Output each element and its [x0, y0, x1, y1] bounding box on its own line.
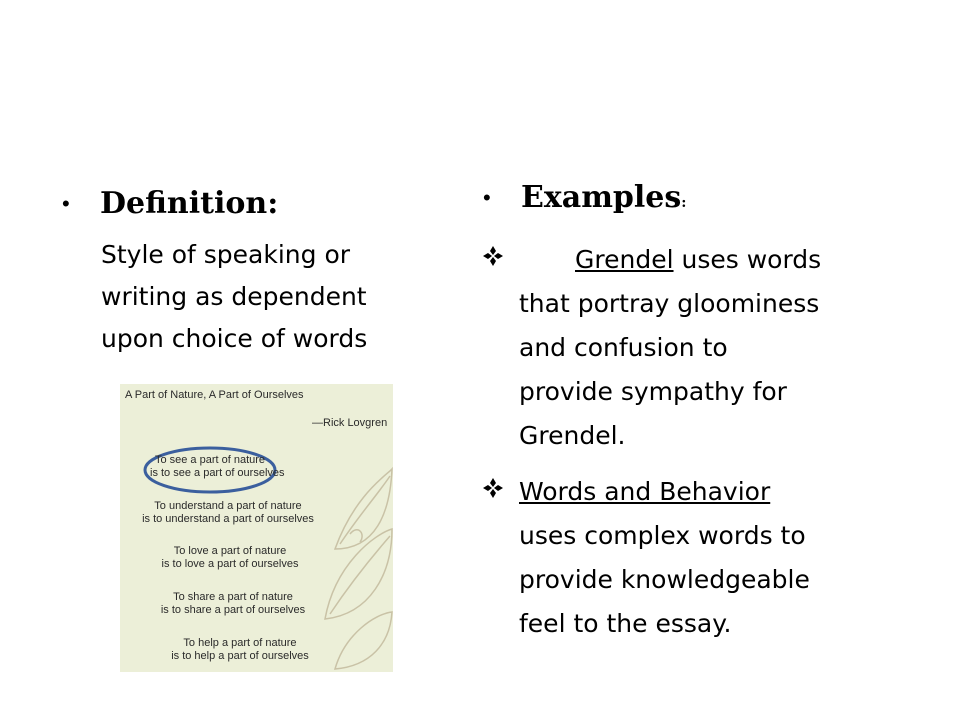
- examples-heading: [521, 175, 686, 226]
- poem-title: A Part of Nature, A Part of Ourselves: [125, 389, 304, 401]
- example-line: uses words: [681, 245, 822, 274]
- example-title: Grendel: [575, 245, 674, 274]
- examples-bullet-row: [483, 175, 903, 226]
- examples-heading-text: Examples: [521, 180, 682, 215]
- poem-line: To share a part of nature: [173, 591, 293, 603]
- example-line: feel to the essay.: [519, 609, 732, 638]
- poem-stanza: [128, 500, 328, 526]
- poem-line: To see a part of nature: [154, 454, 266, 466]
- poem-line: is to see a part of ourselves: [150, 467, 285, 479]
- example-line: Grendel.: [519, 421, 626, 450]
- poem-line: is to understand a part of ourselves: [142, 513, 314, 525]
- poem-line: is to love a part of ourselves: [161, 558, 299, 570]
- diamond-bullet-icon: [483, 238, 519, 271]
- poem-stanza: [148, 591, 318, 617]
- leaf-icon: [325, 469, 392, 669]
- poem-line: To understand a part of nature: [154, 500, 302, 512]
- poem-stanza: [150, 545, 310, 571]
- definition-text: [101, 234, 442, 360]
- definition-line: upon choice of words: [101, 324, 368, 353]
- definition-line: Style of speaking or: [101, 240, 351, 269]
- definition-bullet-row: [62, 182, 442, 226]
- examples-section: [483, 175, 903, 646]
- poem-line: is to help a part of ourselves: [171, 650, 309, 662]
- diamond-bullet-icon: [483, 470, 519, 503]
- bullet-dot: •: [483, 185, 491, 210]
- definition-heading: Definition:: [100, 186, 279, 221]
- poem-line: To love a part of nature: [173, 545, 287, 557]
- poem-stanza: [155, 637, 325, 663]
- definition-line: writing as dependent: [101, 282, 367, 311]
- poem-stanza: [150, 454, 285, 480]
- example-line: provide knowledgeable: [519, 565, 810, 594]
- bullet-dot: •: [62, 191, 70, 216]
- definition-section: [62, 182, 442, 360]
- example-line: uses complex words to: [519, 521, 806, 550]
- examples-colon: :: [681, 195, 687, 211]
- example-title: Words and Behavior: [519, 477, 771, 506]
- example-line: that portray gloominess: [519, 289, 820, 318]
- poem-line: is to share a part of ourselves: [160, 604, 306, 616]
- poem-line: To help a part of nature: [183, 637, 297, 649]
- example-item-words-and-behavior: [483, 470, 903, 646]
- poem-author: —Rick Lovgren: [312, 417, 388, 429]
- example-line: and confusion to: [519, 333, 728, 362]
- example-line: provide sympathy for: [519, 377, 787, 406]
- example-item-grendel: [483, 238, 903, 458]
- example-text: [519, 238, 889, 458]
- poem-image: [120, 384, 393, 672]
- example-text: [519, 470, 889, 646]
